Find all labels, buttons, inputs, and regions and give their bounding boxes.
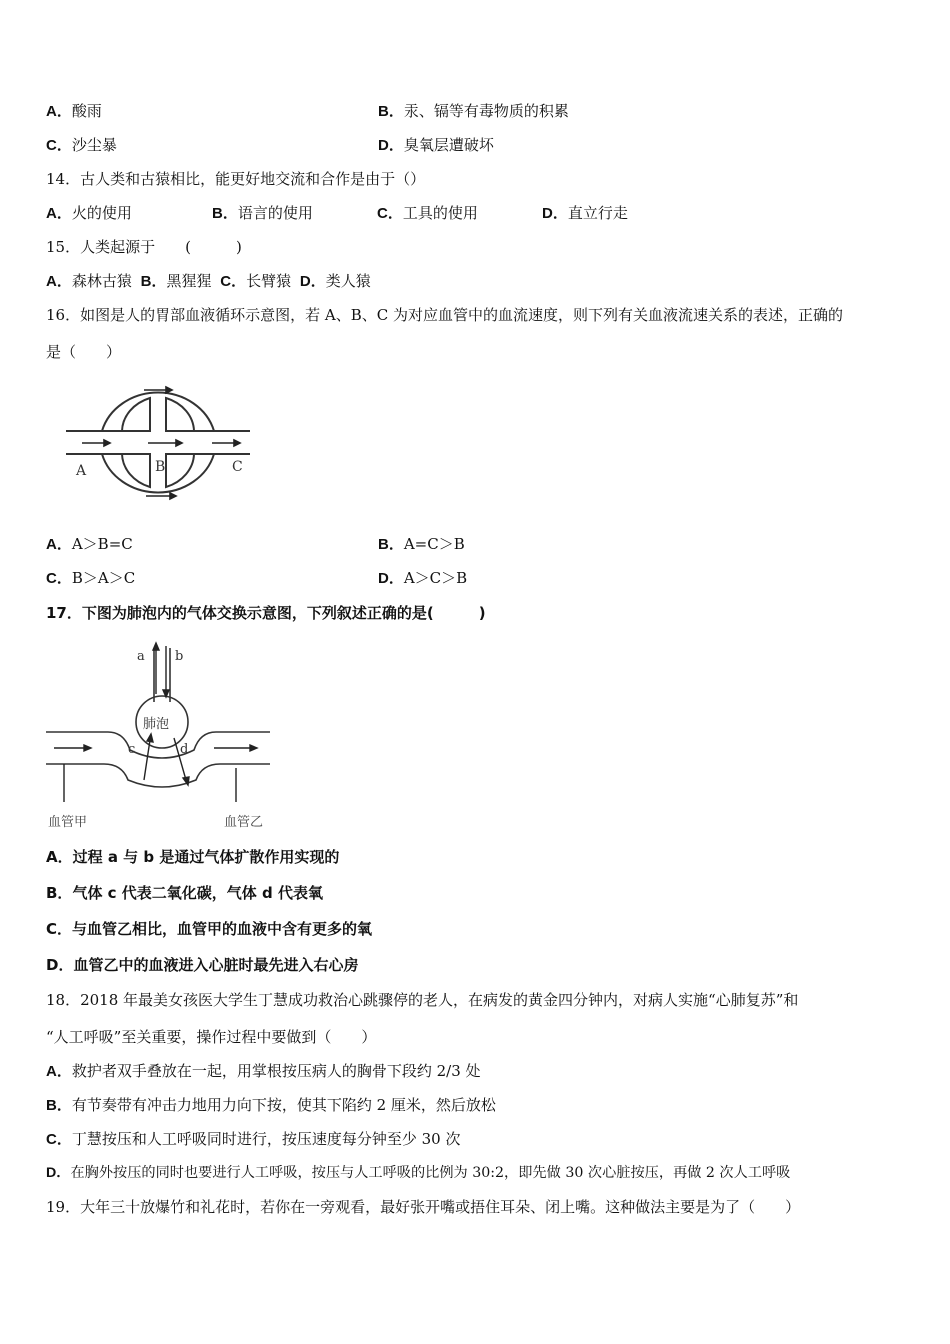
q14-option-b[interactable]: B．语言的使用 — [212, 204, 313, 222]
label-b: b — [175, 649, 184, 664]
vessel-2-label: 血管乙 — [224, 815, 264, 830]
q13-option-a[interactable]: A．酸雨 — [46, 102, 102, 120]
q15-options — [46, 271, 371, 292]
label-a: A — [76, 463, 87, 479]
label-b: B — [155, 459, 166, 475]
q16-option-a[interactable]: A．A＞B=C — [46, 535, 133, 553]
q17-stem: 17．下图为肺泡内的气体交换示意图，下列叙述正确的是( ) — [46, 604, 486, 622]
q17-option-d[interactable]: D．血管乙中的血液进入心脏时最先进入右心房 — [46, 956, 359, 974]
alveolus-label: 肺泡 — [143, 717, 170, 732]
stomach-circulation-diagram — [62, 378, 254, 512]
label-a: a — [137, 649, 145, 664]
q16-stem-line1: 16．如图是人的胃部血液循环示意图，若 A、B、C 为对应血管中的血流速度，则下列有关血液流速关系的表述，正确的 — [46, 306, 843, 324]
q18-stem-line1: 18．2018 年最美女孩医大学生丁慧成功救治心跳骤停的老人，在病发的黄金四分钟内，对病人实施“心肺复苏”和 — [46, 991, 799, 1009]
q15-option-b[interactable]: B．黑猩猩 — [140, 272, 212, 290]
label-c: C — [232, 459, 243, 475]
q16-option-c[interactable]: C．B＞A＞C — [46, 569, 136, 587]
label-c: c — [128, 742, 136, 757]
q16-option-d[interactable]: D．A＞C＞B — [378, 569, 468, 587]
alveolus-gas-exchange-diagram — [44, 640, 276, 836]
q13-option-d[interactable]: D．臭氧层遭破坏 — [378, 136, 494, 154]
q16-option-b[interactable]: B．A=C＞B — [378, 535, 465, 553]
q15-stem: 15．人类起源于 ( ) — [46, 238, 242, 256]
q14-option-d[interactable]: D．直立行走 — [542, 204, 628, 222]
q15-option-c[interactable]: C．长臂猿 — [220, 272, 292, 290]
q17-option-c[interactable]: C．与血管乙相比，血管甲的血液中含有更多的氧 — [46, 920, 373, 938]
q18-option-b[interactable]: B．有节奏带有冲击力地用力向下按，使其下陷约 2 厘米，然后放松 — [46, 1096, 496, 1114]
q14-option-c[interactable]: C．工具的使用 — [377, 204, 478, 222]
q13-option-c[interactable]: C．沙尘暴 — [46, 136, 117, 154]
q15-option-d[interactable]: D．类人猿 — [299, 272, 371, 290]
q13-option-b[interactable]: B．汞、镉等有毒物质的积累 — [378, 102, 569, 120]
q18-stem-line2: “人工呼吸”至关重要，操作过程中要做到（ ） — [46, 1028, 377, 1046]
q16-stem-line2: 是（ ） — [46, 343, 122, 361]
q17-option-b[interactable]: B．气体 c 代表二氧化碳，气体 d 代表氧 — [46, 884, 323, 902]
q14-stem: 14．古人类和古猿相比，能更好地交流和合作是由于（） — [46, 170, 426, 188]
q17-option-a[interactable]: A．过程 a 与 b 是通过气体扩散作用实现的 — [46, 848, 340, 866]
q18-option-d[interactable]: D．在胸外按压的同时也要进行人工呼吸，按压与人工呼吸的比例为 30:2，即先做 30 次心脏按压，再做 2 次人工呼吸 — [46, 1165, 791, 1181]
q19-stem: 19．大年三十放爆竹和礼花时，若你在一旁观看，最好张开嘴或捂住耳朵、闭上嘴。这种做法主要是为了（ ） — [46, 1198, 801, 1216]
q18-option-a[interactable]: A．救护者双手叠放在一起，用掌根按压病人的胸骨下段约 2/3 处 — [46, 1062, 481, 1080]
q15-option-a[interactable]: A．森林古猿 — [46, 272, 132, 290]
q18-option-c[interactable]: C．丁慧按压和人工呼吸同时进行，按压速度每分钟至少 30 次 — [46, 1130, 461, 1148]
vessel-1-label: 血管甲 — [48, 815, 88, 830]
q14-option-a[interactable]: A．火的使用 — [46, 204, 132, 222]
label-d: d — [180, 742, 189, 757]
